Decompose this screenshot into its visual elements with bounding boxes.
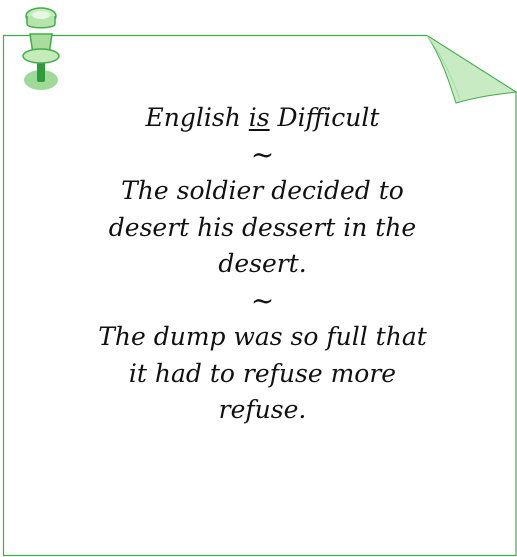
verse2-line: The dump was so full that (98, 322, 427, 351)
verse2-line: it had to refuse more (128, 358, 397, 388)
verse1-line: desert. (218, 249, 307, 278)
verse1-line: The soldier decided to (121, 176, 404, 205)
verse2-line: refuse. (218, 395, 307, 424)
separator: ~ (250, 137, 275, 171)
separator: ~ (250, 283, 275, 317)
note-title: English is Difficult (145, 103, 380, 132)
note-text (60, 100, 465, 429)
title-emphasis: is (248, 103, 270, 132)
verse1-line: desert his dessert in the (108, 212, 417, 242)
